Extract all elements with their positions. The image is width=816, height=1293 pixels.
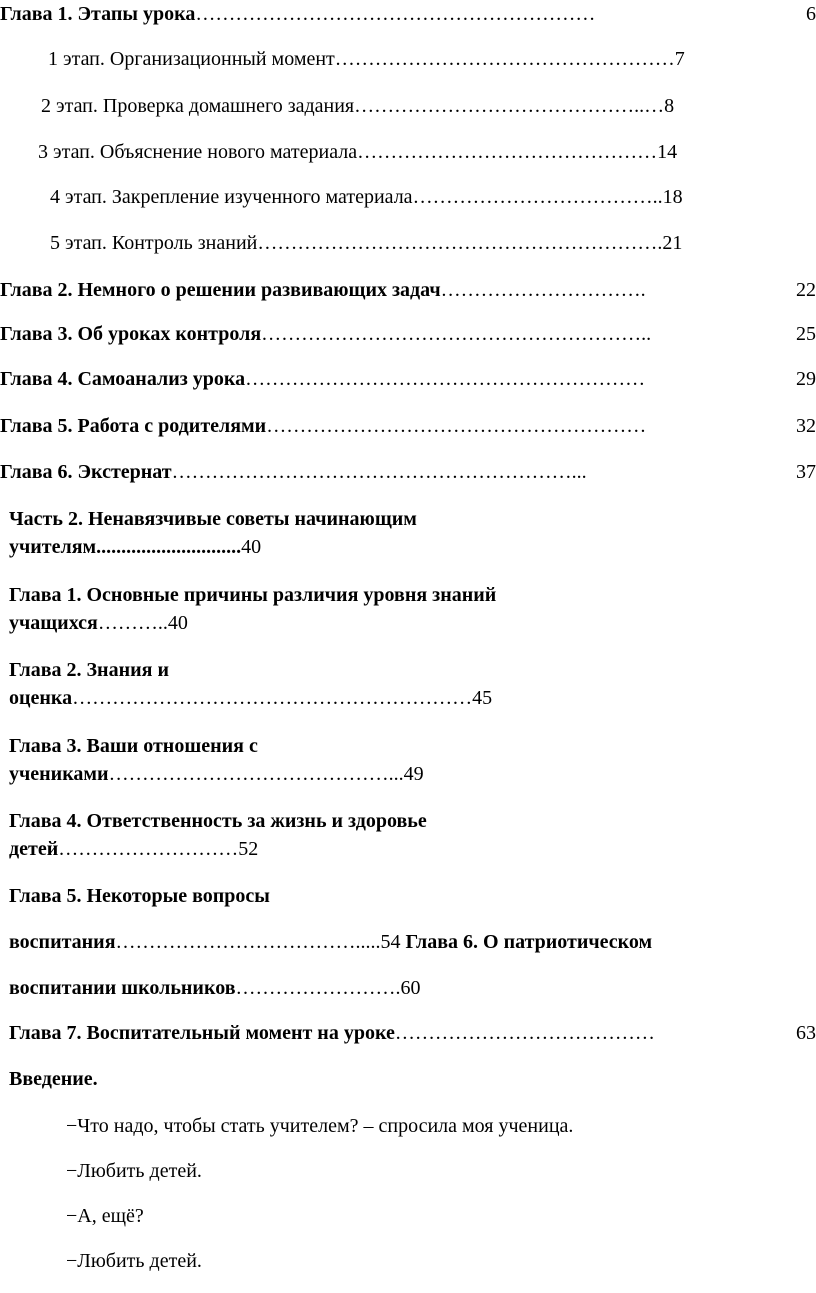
toc-leader: ………………………………..... xyxy=(115,931,381,953)
toc-title: оценка xyxy=(9,687,73,709)
toc-title: Глава 4. Самоанализ урока xyxy=(0,368,246,390)
toc-entry-p2-chapter-4-line-1: Глава 4. Ответственность за жизнь и здоровье xyxy=(9,810,427,832)
toc-entry-chapter-3 xyxy=(0,324,816,344)
toc-title: 2 этап. Проверка домашнего задания xyxy=(41,95,355,117)
toc-entry-p2-chapter-5-line-1: Глава 5. Некоторые вопросы xyxy=(9,885,270,907)
toc-page: 52 xyxy=(238,838,259,860)
toc-entry-chapter-6 xyxy=(0,462,816,482)
toc-entry-p2-chapter-6-line-2 xyxy=(9,978,421,998)
toc-leader: …………………………………………… xyxy=(334,48,675,70)
toc-title: Глава 1. Этапы урока xyxy=(0,3,196,25)
toc-entry-stage-1 xyxy=(48,49,685,69)
toc-page: 60 xyxy=(400,977,421,999)
toc-leader: ……………………………….. xyxy=(412,186,663,208)
toc-leader: ……….. xyxy=(97,612,168,634)
toc-leader: …………………………………………………… xyxy=(195,4,596,24)
toc-entry-p2-chapter-4-line-2 xyxy=(9,839,258,859)
toc-title: воспитания xyxy=(9,931,116,953)
toc-title: 4 этап. Закрепление изученного материала xyxy=(50,186,413,208)
toc-title: Глава 7. Воспитательный момент на уроке xyxy=(9,1022,395,1044)
toc-leader: ……………………………………………………... xyxy=(171,462,587,482)
toc-leader: ……………………. xyxy=(235,977,401,999)
toc-entry-p2-chapter-3-line-1: Глава 3. Ваши отношения с xyxy=(9,735,258,757)
toc-entry-chapter-1 xyxy=(0,4,816,24)
toc-title: 5 этап. Контроль знаний xyxy=(50,232,258,254)
toc-page: 7 xyxy=(674,48,685,70)
toc-title: Глава 3. Об уроках контроля xyxy=(0,323,262,345)
intro-line: −Любить детей. xyxy=(66,1250,202,1272)
toc-entry-p2-chapter-2-line-1: Глава 2. Знания и xyxy=(9,659,169,681)
toc-page: 32 xyxy=(796,415,816,437)
toc-page: 25 xyxy=(796,323,816,345)
toc-leader: ………………………………………………….. xyxy=(261,324,652,344)
toc-page: 18 xyxy=(662,186,683,208)
toc-leader: ……………………………………... xyxy=(108,763,404,785)
toc-leader: ……………………………………………………. xyxy=(257,232,663,254)
toc-page: 40 xyxy=(167,612,188,634)
toc-entry-p2-chapter-2-line-2 xyxy=(9,688,492,708)
toc-entry-stage-3 xyxy=(38,142,677,162)
toc-leader: ……………………………………..… xyxy=(354,95,665,117)
toc-entry-p2-chapter-3-line-2 xyxy=(9,764,424,784)
toc-page: 63 xyxy=(796,1022,816,1044)
toc-entry-chapter-5 xyxy=(0,416,816,436)
toc-leader: …………………………………………………… xyxy=(245,369,646,389)
toc-leader: …………………………. xyxy=(440,280,646,300)
toc-leader: ………………………………… xyxy=(394,1023,655,1043)
intro-line: −А, ещё? xyxy=(66,1205,144,1227)
toc-entry-p2-chapter-5-line-2 xyxy=(9,932,652,952)
intro-heading: Введение. xyxy=(9,1068,98,1090)
toc-page: 21 xyxy=(662,232,683,254)
toc-page: 14 xyxy=(657,141,678,163)
toc-entry-p2-chapter-1-line-1: Глава 1. Основные причины различия уровня знаний xyxy=(9,584,497,606)
toc-page: 29 xyxy=(796,368,816,390)
toc-leader: ……………………………………… xyxy=(357,141,658,163)
toc-page: 37 xyxy=(796,461,816,483)
toc-title: Глава 5. Работа с родителями xyxy=(0,415,267,437)
toc-entry-stage-4 xyxy=(50,187,683,207)
toc-page: 8 xyxy=(664,95,675,117)
toc-entry-chapter-4 xyxy=(0,369,816,389)
toc-entry-chapter-2 xyxy=(0,280,816,300)
toc-title: Глава 6. Экстернат xyxy=(0,461,172,483)
toc-leader: ………………………………………………… xyxy=(266,416,647,436)
toc-entry-stage-2 xyxy=(41,96,674,116)
toc-leader: ............................. xyxy=(96,536,242,558)
toc-page: 22 xyxy=(796,279,816,301)
toc-entry-part-2-line-1: Часть 2. Ненавязчивые советы начинающим xyxy=(9,508,417,530)
toc-title: детей xyxy=(9,838,59,860)
toc-leader: …………………………………………………… xyxy=(72,687,473,709)
toc-entry-stage-5 xyxy=(50,233,682,253)
toc-entry-p2-chapter-7 xyxy=(9,1023,816,1043)
toc-title: Глава 2. Немного о решении развивающих задач xyxy=(0,279,441,301)
toc-title: учениками xyxy=(9,763,109,785)
toc-title: воспитании школьников xyxy=(9,977,236,999)
toc-title: учителям xyxy=(9,536,97,558)
toc-page: 54 xyxy=(380,931,401,953)
toc-page: 45 xyxy=(472,687,493,709)
intro-line: −Любить детей. xyxy=(66,1160,202,1182)
toc-title: учащихся xyxy=(9,612,98,634)
toc-title: 1 этап. Организационный момент xyxy=(48,48,335,70)
toc-page: 49 xyxy=(403,763,424,785)
toc-title: 3 этап. Объяснение нового материала xyxy=(38,141,358,163)
toc-entry-p2-chapter-1-line-2 xyxy=(9,613,188,633)
toc-leader: ……………………… xyxy=(58,838,239,860)
intro-line: −Что надо, чтобы стать учителем? – спросила моя ученица. xyxy=(66,1115,574,1137)
toc-entry-part-2-line-2 xyxy=(9,537,261,557)
toc-entry-p2-chapter-6-title-start: Глава 6. О патриотическом xyxy=(405,931,653,953)
toc-page: 40 xyxy=(241,536,262,558)
toc-page: 6 xyxy=(806,3,816,25)
